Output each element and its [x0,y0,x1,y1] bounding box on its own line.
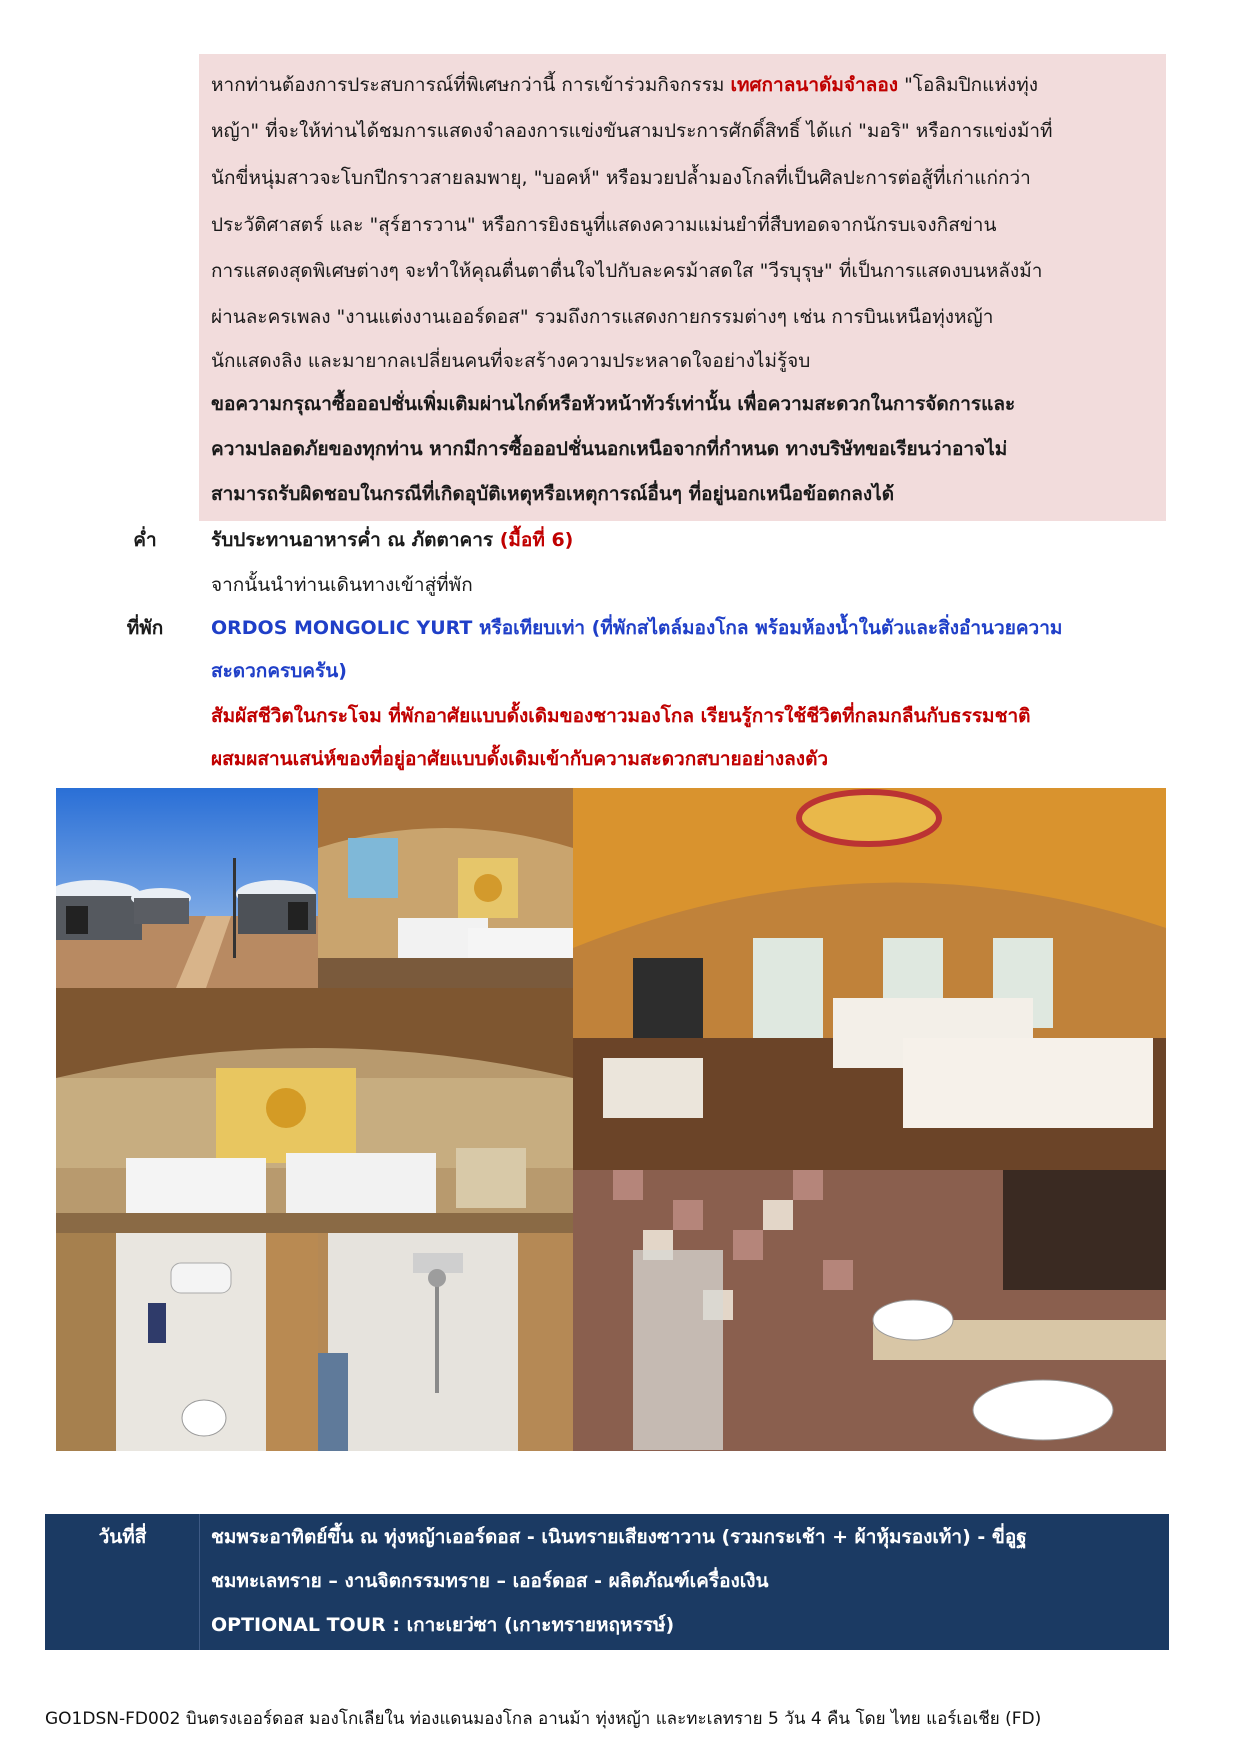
dinner-line [211,525,573,555]
hotel-name-cont: สะดวกครบครัน) [211,660,347,682]
bathroom-shower-photo [318,1233,573,1451]
option-note-3: สามารถรับผิดชอบในกรณีที่เกิดอุบัติเหตุหรือเหตุการณ์อื่นๆ ที่อยู่นอกเหนือข้อตกลงได้ [211,483,895,505]
dinner-label: ค่ำ [133,529,157,551]
dinner-text: รับประทานอาหารค่ำ ณ ภัตตาคาร [211,529,500,551]
hotel-desc-2: ผสมผสานเสน่ห์ของที่อยู่อาศัยแบบดั้งเดิมเข้ากับความสะดวกสบายอย่างลงตัว [211,748,829,770]
hotel-label: ที่พัก [126,617,164,639]
bathroom-toilet-photo [56,1233,318,1451]
activity-line-3: นักขี่หนุ่มสาวจะโบกปีกราวสายลมพายุ, "บอคห์" หรือมวยปล้ำมองโกลที่เป็นศิลปะการต่อสู้ที่เก่าแก่กว่า [211,167,1031,189]
activity-line-5: การแสดงสุดพิเศษต่างๆ จะทำให้คุณตื่นตาตื่นใจไปกับละครม้าสดใส "วีรบุรุษ" ที่เป็นการแสดงบนหลังม้า [211,260,1043,282]
day-four-label-cell [45,1514,200,1650]
page-footer: GO1DSN-FD002 บินตรงเออร์ดอส มองโกเลียใน ท่องแดนมองโกล อานม้า ทุ่งหญ้า และทะเลทราย 5 วัน 4 คืน โดย ไทย แอร์เอเชีย (FD) [45,1709,1042,1729]
activity-line-6: ผ่านละครเพลง "งานแต่งงานเออร์ดอส" รวมถึงการแสดงกายกรรมต่างๆ เช่น การบินเหนือทุ่งหญ้า [211,306,994,328]
activity-text: "โอลิมปิกแห่งทุ่ง [898,74,1039,96]
day-four-band [45,1514,1169,1650]
activity-text: หากท่านต้องการประสบการณ์ที่พิเศษกว่านี้ การเข้าร่วมกิจกรรม [211,74,731,96]
day-four-line-2: ชมทะเลทราย – งานจิตกรรมทราย – เออร์ดอส - ผลิตภัณฑ์เครื่องเงิน [211,1570,769,1592]
activity-line-7: นักแสดงลิง และมายากลเปลี่ยนคนที่จะสร้างความประหลาดใจอย่างไม่รู้จบ [211,350,811,372]
optional-tour-text: เกาะเยว่ซา (เกาะทรายหฤหรรษ์) [406,1614,675,1636]
option-note-1: ขอความกรุณาซื้อออปชั่นเพิ่มเติมผ่านไกด์หรือหัวหน้าทัวร์เท่านั้น เพื่อความสะดวกในการจัดการและ [211,393,1016,415]
activity-line-4: ประวัติศาสตร์ และ "สุร์ฮารวาน" หรือการยิงธนูที่แสดงความแม่นยำที่สืบทอดจากนักรบเจงกิสข่าน [211,214,997,236]
bathroom-sink-photo [573,1170,1166,1451]
day-four-label: วันที่สี่ [98,1526,147,1548]
optional-tour-label: OPTIONAL TOUR : [211,1614,407,1636]
activity-line-2: หญ้า" ที่จะให้ท่านได้ชมการแสดงจำลองการแข่งขันสามประการศักดิ์สิทธิ์ ได้แก่ "มอริ" หรือการแข่งม้าที่ [211,120,1053,142]
yurt-twin-beds-photo [56,988,573,1233]
yurt-exterior-photo [56,788,318,988]
day-four-line-1: ชมพระอาทิตย์ขึ้น ณ ทุ่งหญ้าเออร์ดอส - เนินทรายเสียงซาวาน (รวมกระเช้า + ผ้าหุ้มรองเท้า) - ขี่อูฐ [211,1526,1027,1548]
meal-number: (มื้อที่ 6) [499,529,574,551]
hotel-name: ORDOS MONGOLIC YURT หรือเทียบเท่า (ที่พักสไตล์มองโกล พร้อมห้องน้ำในตัวและสิ่งอำนวยความ [211,617,1063,639]
activity-line-1 [211,70,1038,100]
naadam-highlight: เทศกาลนาดัมจำลอง [730,74,899,96]
yurt-bedroom-photo [318,788,573,988]
yurt-interior-large-photo [573,788,1166,1170]
option-note-2: ความปลอดภัยของทุกท่าน หากมีการซื้อออปชั่นนอกเหนือจากที่กำหนด ทางบริษัทขอเรียนว่าอาจไม่ [211,438,1008,460]
transfer-line: จากนั้นนำท่านเดินทางเข้าสู่ที่พัก [211,574,473,596]
hotel-desc-1: สัมผัสชีวิตในกระโจม ที่พักอาศัยแบบดั้งเดิมของชาวมองโกล เรียนรู้การใช้ชีวิตที่กลมกลืนกับธรรมชาติ [211,705,1031,727]
day-four-optional [211,1610,674,1640]
